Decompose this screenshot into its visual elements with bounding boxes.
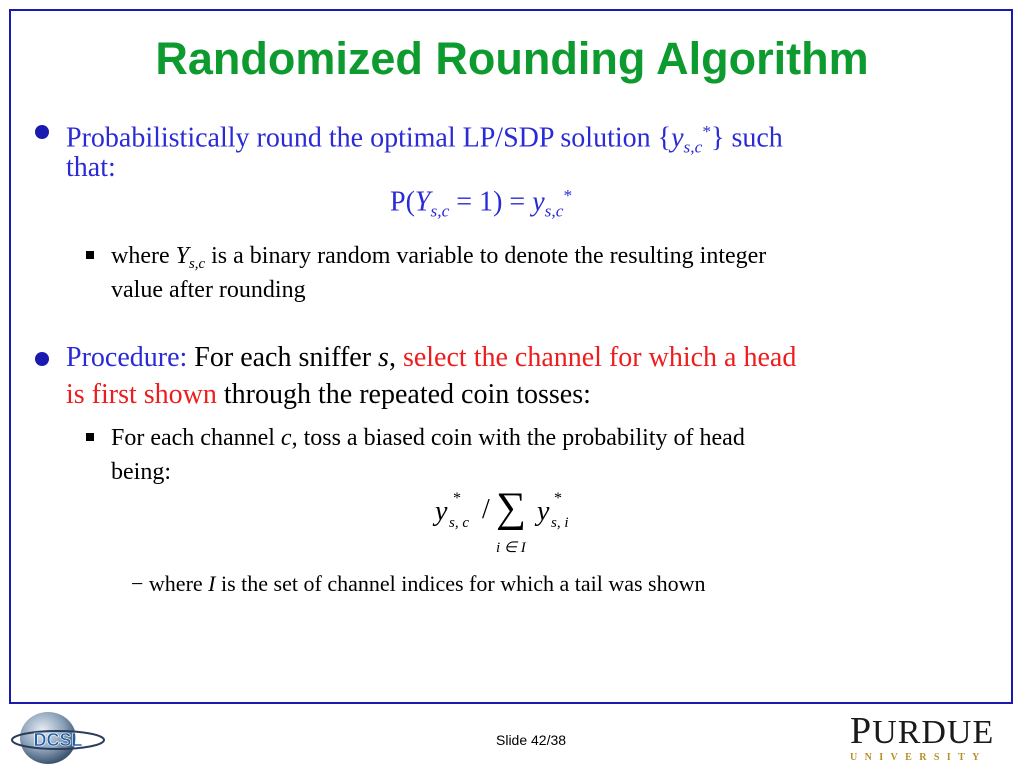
var-y: y: [537, 496, 550, 527]
equation-probability: [390, 186, 572, 222]
university-label: UNIVERSITY: [850, 752, 987, 763]
bullet1-line1: [66, 114, 783, 165]
sub-bullet-square: [86, 433, 94, 441]
bullet1-text: Probabilistically round the optimal LP/SDP solution {: [66, 122, 672, 154]
dash-item: [131, 570, 705, 598]
bullet2-line2: [66, 377, 591, 412]
sum-index: i ∈ I: [496, 540, 526, 556]
eq1-middle: = 1) =: [449, 186, 533, 218]
logo-text: DCSL: [33, 730, 83, 750]
subscript-sc: s,c: [544, 201, 564, 221]
bullet2-line1: [66, 340, 796, 375]
highlight-text: is first shown: [66, 379, 217, 410]
superscript-star: *: [563, 186, 573, 205]
highlight-text: select the channel for which a head: [402, 342, 797, 373]
var-I: I: [208, 571, 216, 596]
dash-marker: −: [131, 571, 144, 596]
purdue-rest: URDUE: [872, 714, 995, 751]
sub2-text: For each channel: [111, 425, 281, 451]
bullet2-comma: ,: [388, 342, 403, 373]
subscript-sc: s,c: [189, 256, 206, 273]
var-y: y: [532, 186, 545, 218]
dcsl-logo: [8, 708, 108, 771]
var-y: y: [671, 122, 684, 154]
eq1-prefix: P(: [390, 186, 415, 218]
bullet-dot: [35, 352, 49, 366]
dash-text-end: is the set of channel indices for which a tail was shown: [215, 571, 706, 596]
procedure-label: Procedure:: [66, 342, 188, 373]
subscript-si: s, i: [551, 515, 569, 531]
dash-text: where: [148, 571, 209, 596]
equation-ratio: [430, 485, 600, 560]
var-s: s: [378, 342, 389, 373]
sub2-text-end: , toss a biased coin with the probability of head: [291, 425, 745, 451]
slide-title: Randomized Rounding Algorithm: [155, 33, 869, 84]
subscript-sc: s, c: [449, 515, 469, 531]
subscript-sc: s,c: [683, 137, 703, 157]
sub1-text: where: [111, 243, 176, 269]
superscript-star: *: [702, 122, 711, 141]
var-c: c: [280, 425, 292, 451]
purdue-logo: [850, 710, 995, 763]
sub1-text-end: is a binary random variable to denote the resulting integer: [205, 243, 767, 269]
bullet1-line2: that:: [66, 152, 116, 183]
var-Y: Y: [414, 186, 431, 218]
bullet2-text: For each sniffer: [187, 342, 379, 373]
sum-symbol: ∑: [496, 485, 526, 531]
bullet2-text-end: through the repeated coin tosses:: [216, 379, 591, 410]
subscript-sc: s,c: [430, 201, 450, 221]
bullet-dot: [35, 125, 49, 139]
sub-bullet-square: [86, 251, 94, 259]
sub2-line2: being:: [111, 459, 171, 485]
bullet1-text-end: } such: [711, 122, 783, 154]
var-Y: Y: [175, 243, 189, 269]
superscript-star: *: [453, 490, 461, 507]
var-y: y: [435, 496, 448, 527]
sub2-line1: [111, 422, 745, 454]
sub1-line2: value after rounding: [111, 277, 306, 303]
slide-number: Slide 42/38: [496, 732, 567, 748]
purdue-wordmark: [850, 710, 995, 752]
purdue-initial: P: [850, 710, 873, 752]
superscript-star: *: [554, 490, 562, 507]
division-slash: /: [482, 494, 490, 525]
